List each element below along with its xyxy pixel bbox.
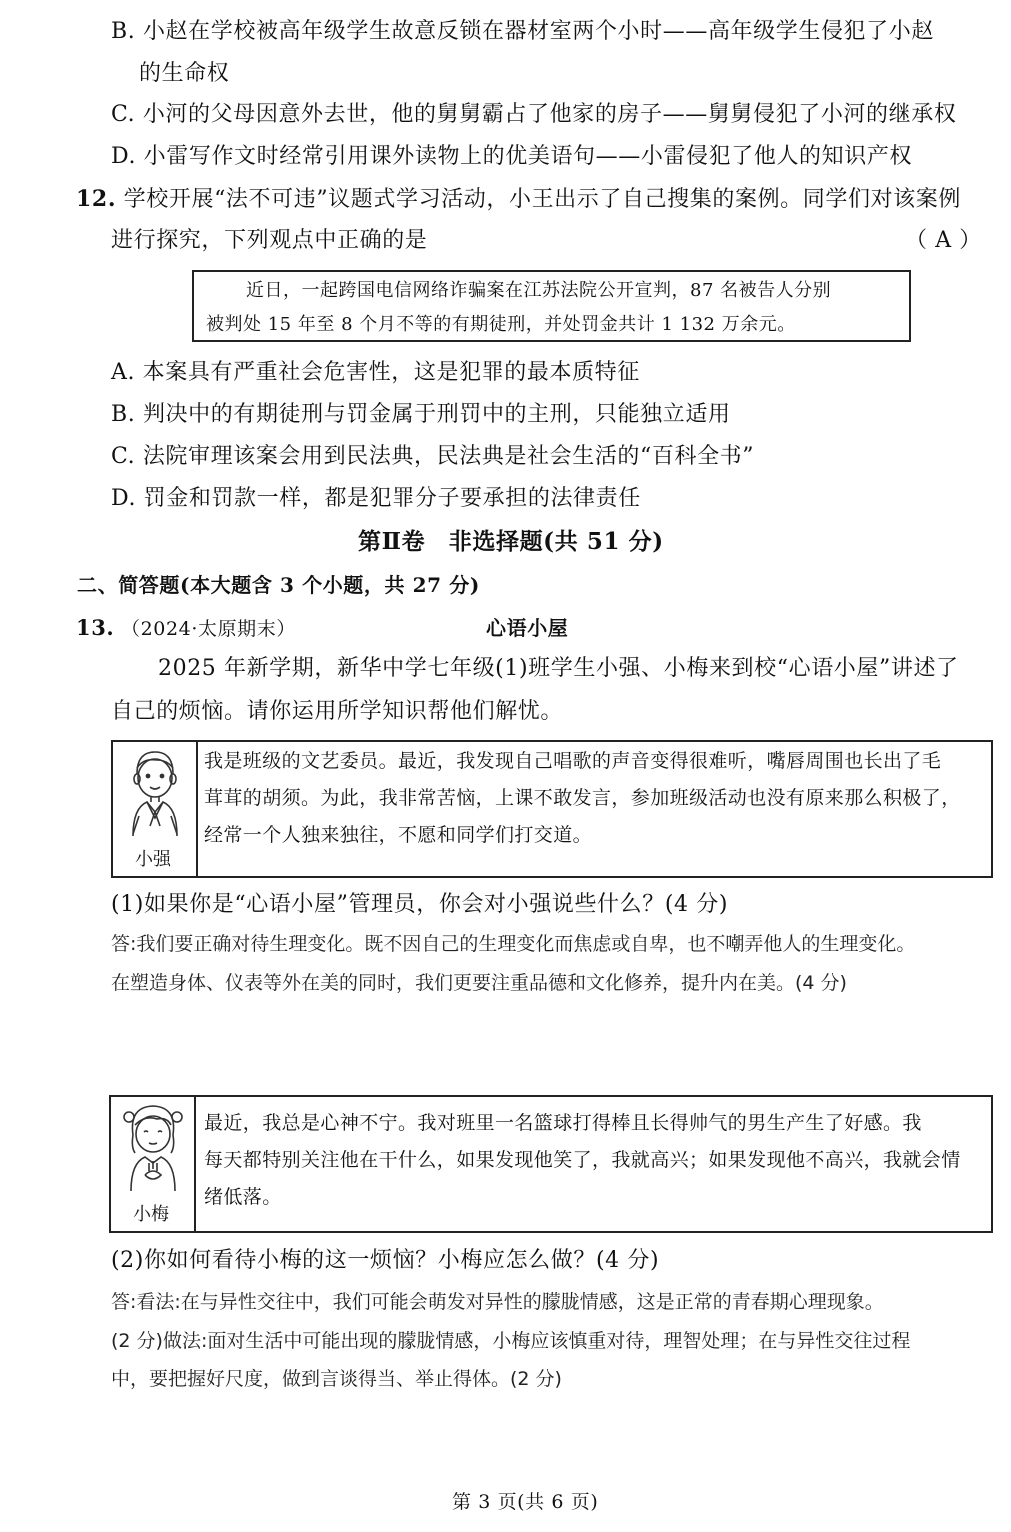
case-text-line2: 被判处 15 年至 8 个月不等的有期徒刑，并处罚金共计 1 132 万余元。 [206, 314, 796, 335]
xiaoqiang-box [111, 740, 993, 878]
q12-answer: （ A ） [905, 228, 982, 253]
q13-header [76, 613, 296, 644]
xiaoqiang-text-line3: 经常一个人独来独往，不愿和同学们打交道。 [204, 824, 593, 846]
part-title: 二、简答题(本大题含 3 个小题，共 27 分) [77, 573, 480, 597]
question-number: 13. [76, 615, 115, 640]
speaker-name: 小强 [135, 849, 171, 870]
q12-stem-line2: 进行探究，下列观点中正确的是 [111, 228, 428, 253]
case-box [192, 270, 911, 342]
xiaomei-text-line1: 最近，我总是心神不宁。我对班里一名篮球打得棒且长得帅气的男生产生了好感。我 [204, 1112, 922, 1134]
q11-option-b-line1: B. 小赵在学校被高年级学生故意反锁在器材室两个小时——高年级学生侵犯了小赵 [111, 19, 934, 44]
q12-stem-text: 学校开展“法不可违”议题式学习活动，小王出示了自己搜集的案例。同学们对该案例 [123, 187, 961, 212]
q12-option-b: B. 判决中的有期徒刑与罚金属于刑罚中的主刑，只能独立适用 [111, 402, 731, 427]
xiaomei-text-line3: 绪低落。 [204, 1186, 282, 1208]
answer-1-line1: 答:我们要正确对待生理变化。既不因自己的生理变化而焦虑或自卑，也不嘲弄他人的生理变化。 [111, 933, 916, 955]
section-title: 第Ⅱ卷 非选择题(共 51 分) [358, 528, 664, 555]
q12-option-d: D. 罚金和罚款一样，都是犯罪分子要承担的法律责任 [111, 486, 641, 511]
sub-question-1: (1)如果你是“心语小屋”管理员，你会对小强说些什么？(4 分) [111, 892, 729, 917]
q12-option-c: C. 法院审理该案会用到民法典，民法典是社会生活的“百科全书” [111, 444, 755, 469]
xiaoqiang-text-line1: 我是班级的文艺委员。最近，我发现自己唱歌的声音变得很难听，嘴唇周围也长出了毛 [204, 750, 942, 772]
divider [196, 742, 198, 876]
answer-2-line1: 答:看法:在与异性交往中，我们可能会萌发对异性的朦胧情感，这是正常的青春期心理现象。 [111, 1291, 884, 1313]
q13-source: （2024·太原期末） [120, 618, 296, 640]
q11-option-c: C. 小河的父母因意外去世，他的舅舅霸占了他家的房子——舅舅侵犯了小河的继承权 [111, 102, 957, 127]
answer-2-line2: (2 分)做法:面对生活中可能出现的朦胧情感，小梅应该慎重对待，理智处理；在与异性交往过程 [111, 1330, 911, 1352]
q13-intro-line1: 2025 年新学期，新华中学七年级(1)班学生小强、小梅来到校“心语小屋”讲述了 [158, 656, 959, 681]
q11-option-d: D. 小雷写作文时经常引用课外读物上的优美语句——小雷侵犯了他人的知识产权 [111, 144, 913, 169]
question-number: 12. [76, 186, 117, 212]
divider [194, 1097, 196, 1231]
speaker-name: 小梅 [133, 1204, 169, 1225]
xiaomei-text-line2: 每天都特别关注他在干什么，如果发现他笑了，我就高兴；如果发现他不高兴，我就会情 [204, 1149, 961, 1171]
page-footer: 第 3 页(共 6 页) [452, 1491, 599, 1513]
boy-avatar-icon [123, 746, 187, 838]
q12-option-a: A. 本案具有严重社会危害性，这是犯罪的最本质特征 [111, 360, 640, 385]
q13-title: 心语小屋 [486, 616, 569, 640]
case-text-line1: 近日，一起跨国电信网络诈骗案在江苏法院公开宣判，87 名被告人分别 [246, 280, 832, 301]
q11-option-b-line2: 的生命权 [139, 61, 230, 86]
girl-avatar-icon [121, 1101, 185, 1193]
sub-question-2: (2)你如何看待小梅的这一烦恼？小梅应怎么做？(4 分) [111, 1248, 660, 1273]
answer-1-line2: 在塑造身体、仪表等外在美的同时，我们更要注重品德和文化修养，提升内在美。(4 分) [111, 972, 847, 994]
answer-2-line3: 中，要把握好尺度，做到言谈得当、举止得体。(2 分) [111, 1368, 562, 1390]
q12-stem-line1 [76, 184, 961, 215]
q13-intro-line2: 自己的烦恼。请你运用所学知识帮他们解忧。 [111, 699, 564, 724]
xiaoqiang-text-line2: 茸茸的胡须。为此，我非常苦恼，上课不敢发言，参加班级活动也没有原来那么积极了， [204, 787, 961, 809]
xiaomei-box [109, 1095, 993, 1233]
